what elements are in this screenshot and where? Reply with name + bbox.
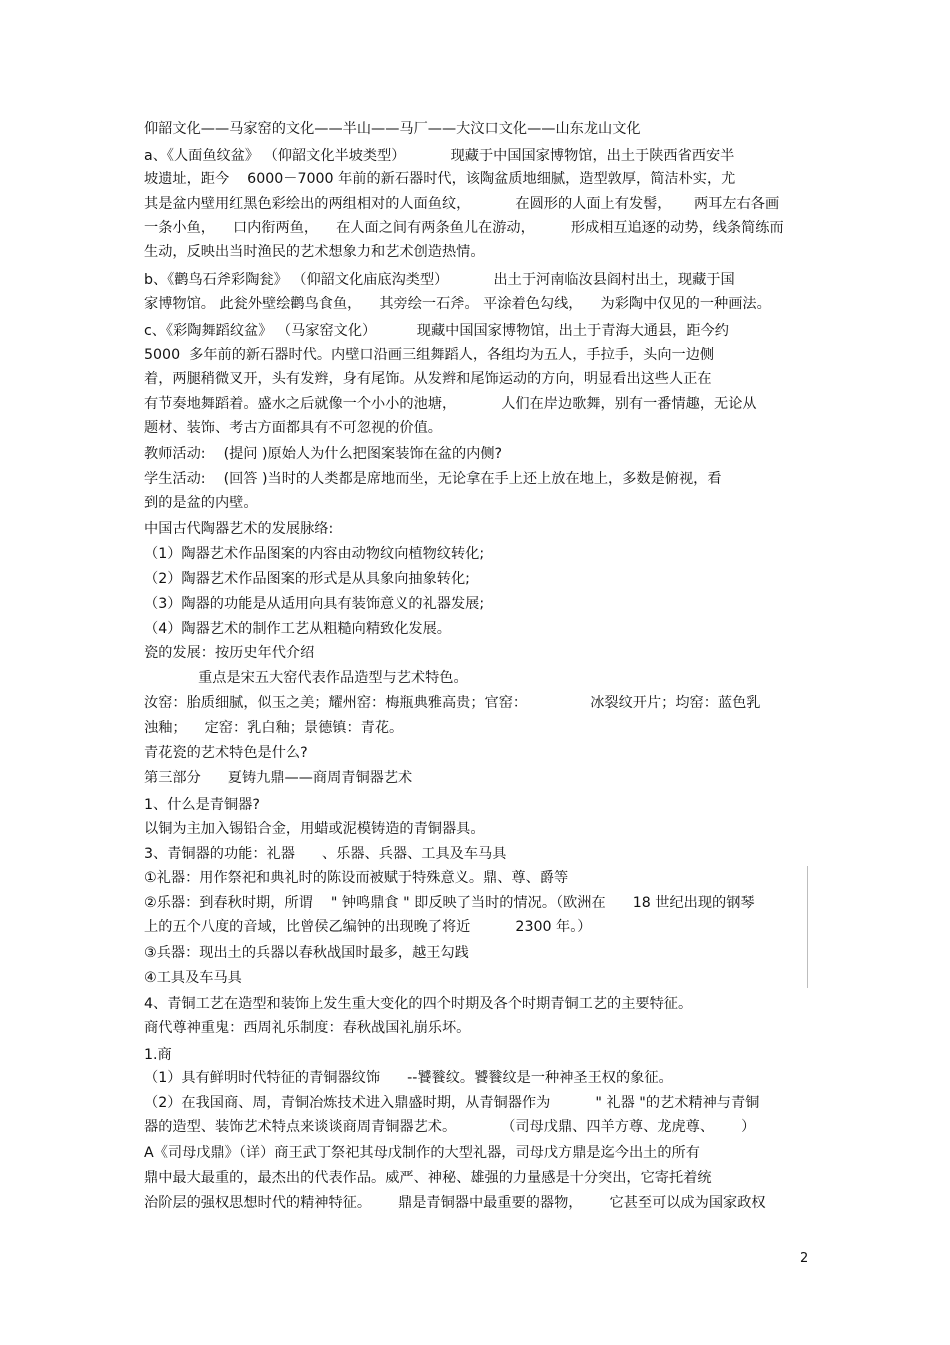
text-line: A《司母戊鼎》（详）商王武丁祭祀其母戊制作的大型礼器，司母戊方鼎是迄今出土的所有	[144, 1145, 700, 1161]
text-line: 题材、装饰、考古方面都具有不可忽视的价值。	[144, 420, 442, 436]
text-line: 生动，反映出当时渔民的艺术想象力和艺术创造热情。	[144, 244, 485, 260]
text-line: 器的造型、装饰艺术特点来谈谈商周青铜器艺术。 （司母戊鼎、四羊方尊、龙虎尊、 ）	[144, 1119, 756, 1135]
text-line: 1.商	[144, 1047, 172, 1063]
text-line: 治阶层的强权思想时代的精神特征。 鼎是青铜器中最重要的器物， 它甚至可以成为国家政权	[144, 1195, 766, 1211]
margin-rule	[807, 866, 808, 988]
text-line: 第三部分 夏铸九鼎——商周青铜器艺术	[144, 770, 413, 786]
text-line: 教师活动: (提问 )原始人为什么把图案装饰在盆的内侧?	[144, 446, 503, 462]
text-line: 鼎中最大最重的，最杰出的代表作品。威严、神秘、雄强的力量感是十分突出，它寄托着统	[144, 1170, 712, 1186]
text-line: （4）陶器艺术的制作工艺从粗糙向精致化发展。	[144, 621, 451, 637]
text-line: ①礼器：用作祭祀和典礼时的陈设而被赋于特殊意义。鼎、尊、爵等	[144, 870, 569, 886]
text-line: （1）陶器艺术作品图案的内容由动物纹向植物纹转化;	[144, 546, 485, 562]
text-line: （3）陶器的功能是从适用向具有装饰意义的礼器发展;	[144, 596, 485, 612]
text-line: 中国古代陶器艺术的发展脉络:	[144, 521, 334, 537]
text-line: c、《彩陶舞蹈纹盆》 （马家窑文化） 现藏中国国家博物馆，出土于青海大通县，距今约	[144, 323, 729, 339]
text-line: 瓷的发展：按历史年代介绍	[144, 645, 315, 661]
page-number: 2	[800, 1251, 809, 1266]
text-line: 到的是盆的内壁。	[144, 495, 258, 511]
text-line: 一条小鱼， 口内衔两鱼， 在人面之间有两条鱼儿在游动， 形成相互追逐的动势，线条简练而	[144, 220, 784, 236]
text-line: 有节奏地舞蹈着。盛水之后就像一个小小的池塘， 人们在岸边歌舞，别有一番情趣，无论从	[144, 396, 757, 412]
text-line: 以铜为主加入锡铅合金，用蜡或泥模铸造的青铜器具。	[144, 821, 485, 837]
text-line: 4、青铜工艺在造型和装饰上发生重大变化的四个时期及各个时期青铜工艺的主要特征。	[144, 996, 693, 1012]
text-line: 学生活动: (回答 )当时的人类都是席地而坐，无论拿在手上还上放在地上，多数是俯视，看	[144, 471, 722, 487]
text-line: 汝窑：胎质细腻，似玉之美；耀州窑：梅瓶典雅高贵；官窑： 冰裂纹开片；均窑：蓝色乳	[144, 695, 761, 711]
text-line: （2）陶器艺术作品图案的形式是从具象向抽象转化;	[144, 571, 470, 587]
text-line: （1）具有鲜明时代特征的青铜器纹饰 --饕餮纹。饕餮纹是一种神圣王权的象征。	[144, 1070, 673, 1086]
text-line: ③兵器：现出土的兵器以春秋战国时最多，越王勾践	[144, 945, 469, 961]
text-line: a、《人面鱼纹盆》 （仰韶文化半坡类型） 现藏于中国国家博物馆，出土于陕西省西安半	[144, 148, 735, 164]
text-line: ②乐器：到春秋时期，所谓 " 钟鸣鼎食 " 即反映了当时的情况。（欧洲在 18 世纪出现的钢琴	[144, 895, 755, 911]
text-line: b、《鹳鸟石斧彩陶瓮》 （仰韶文化庙底沟类型） 出土于河南临汝县阎村出土，现藏于国	[144, 272, 735, 288]
text-line: 家博物馆。 此瓮外壁绘鹳鸟食鱼， 其旁绘一石斧。 平涂着色勾线， 为彩陶中仅见的一种画法。	[144, 296, 771, 312]
text-line: 坡遗址，距今 6000－7000 年前的新石器时代，该陶盆质地细腻，造型敦厚，简洁朴实，尤	[144, 171, 736, 187]
text-line: 重点是宋五大窑代表作品造型与艺术特色。	[144, 670, 468, 686]
text-line: 1、什么是青铜器?	[144, 797, 260, 813]
text-line: ④工具及车马具	[144, 970, 242, 986]
text-line: 浊釉； 定窑：乳白釉；景德镇：青花。	[144, 720, 404, 736]
text-line: 商代尊神重鬼：西周礼乐制度：春秋战国礼崩乐坏。	[144, 1020, 471, 1036]
text-line: 着，两腿稍微叉开，头有发辫，身有尾饰。从发辫和尾饰运动的方向，明显看出这些人正在	[144, 371, 712, 387]
text-line: （2）在我国商、周，青铜冶炼技术进入鼎盛时期，从青铜器作为 " 礼器 "的艺术精神与青铜	[144, 1095, 760, 1111]
text-line: 上的五个八度的音域，比曾侯乙编钟的出现晚了将近 2300 年。）	[144, 919, 592, 935]
text-line: 青花瓷的艺术特色是什么?	[144, 745, 308, 761]
text-line: 5000 多年前的新石器时代。内壁口沿画三组舞蹈人，各组均为五人，手拉手，头向一边侧	[144, 347, 715, 363]
text-line: 3、青铜器的功能：礼器 、乐器、兵器、工具及车马具	[144, 846, 507, 862]
text-line: 仰韶文化——马家窑的文化——半山——马厂——大汶口文化——山东龙山文化	[144, 121, 641, 137]
text-line: 其是盆内壁用红黑色彩绘出的两组相对的人面鱼纹， 在圆形的人面上有发髻， 两耳左右各画	[144, 196, 780, 212]
